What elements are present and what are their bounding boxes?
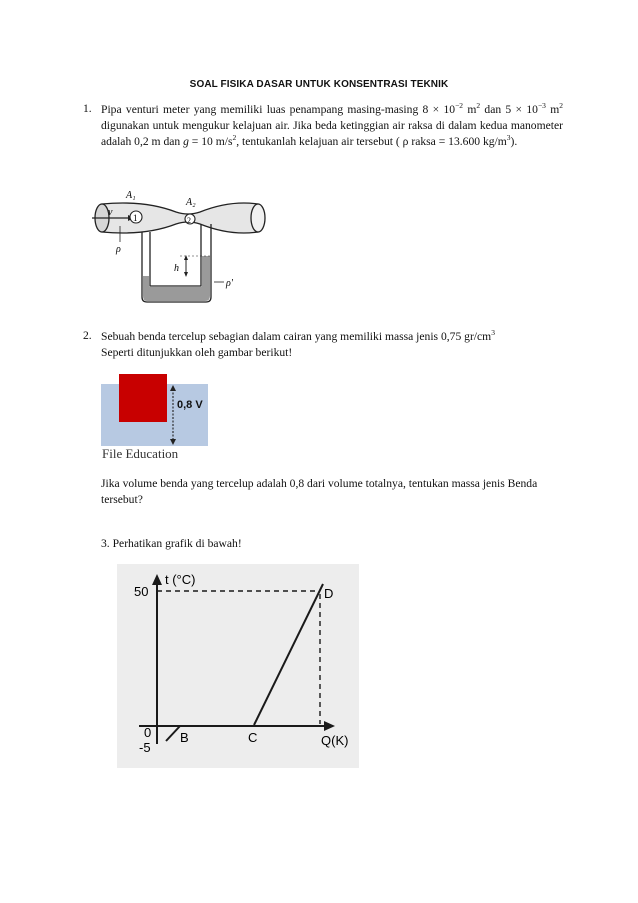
point-label-b: B [180, 730, 189, 745]
label-v: v [108, 207, 113, 218]
segment-c-d [254, 584, 323, 725]
label-rho: ρ [116, 244, 121, 255]
y-tick-minus-5: -5 [139, 740, 151, 755]
y-tick-50: 50 [134, 584, 149, 599]
label-h: h [174, 263, 179, 274]
segment-start-b [166, 726, 180, 741]
page-title: SOAL FISIKA DASAR UNTUK KONSENTRASI TEKNIK [189, 79, 449, 90]
volume-label: 0,8 V [177, 399, 203, 411]
floating-block [119, 374, 167, 422]
point-label-d: D [324, 586, 334, 601]
question-2-followup: Jika volume benda yang tercelup adalah 0,8 dari volume totalnya, tentukan massa jenis Benda tersebut? [101, 477, 538, 506]
question-1-number: 1. [83, 102, 92, 115]
x-axis-arrow-icon [324, 721, 335, 731]
label-a1: A₁ [126, 190, 136, 201]
label-rho-prime: ρ' [226, 278, 233, 289]
question-2-number: 2. [83, 329, 92, 342]
question-2-text: Sebuah benda tercelup sebagian dalam cairan yang memiliki massa jenis 0,75 $gr/cm^3$ Seperti ditunjukkan oleh gambar berikut! [101, 328, 495, 359]
volume-arrow-icon [169, 384, 177, 446]
buoyancy-figure [101, 371, 209, 463]
label-section-2: 2 [187, 216, 191, 225]
y-tick-0: 0 [144, 725, 152, 740]
y-axis-arrow-icon [152, 574, 162, 585]
question-3-text: 3. Perhatikan grafik di bawah! [101, 537, 242, 550]
x-axis-label: Q(K) [321, 733, 349, 748]
figure-caption: File Education [102, 446, 179, 461]
venturi-meter-figure [90, 186, 270, 311]
point-label-c: C [248, 730, 258, 745]
label-section-1: 1 [133, 213, 138, 223]
y-axis-label: t (°C) [165, 572, 196, 587]
label-a2: A₂ [186, 197, 196, 208]
temperature-heat-chart [117, 564, 359, 768]
question-1-text: Pipa venturi meter yang memiliki luas penampang masing-masing $8 \times 10^{-2}$ $m^2$ dan $5 \times 10^{-3}$ $m^2$ digunakan untuk mengukur kelajuan air. Jika beda ketinggian air raksa di dalam kedua manometer adalah 0,2 m dan g = 10 $m/s^2$, tentukanlah kelajuan air tersebut ( ρ raksa = 13.600 $kg/m^3$). [101, 101, 563, 148]
